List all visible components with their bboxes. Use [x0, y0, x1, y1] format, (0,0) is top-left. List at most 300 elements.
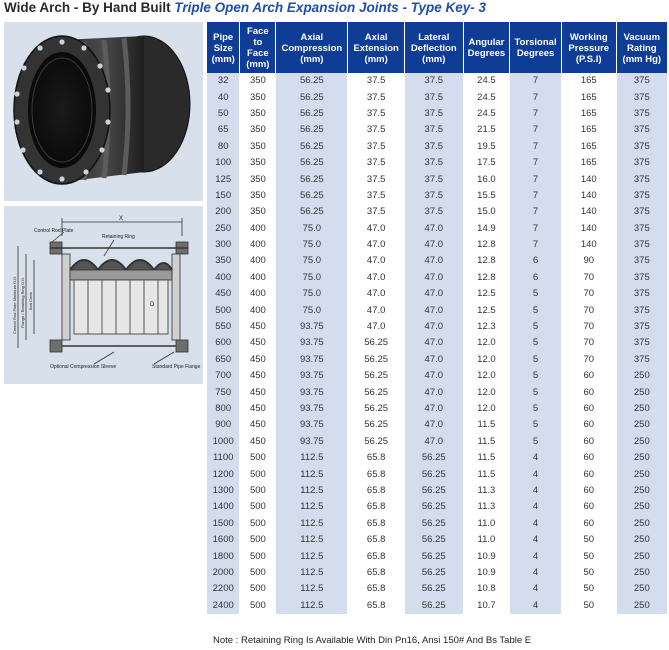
- table-cell: 500: [240, 516, 276, 532]
- table-cell: 17.5: [464, 155, 511, 171]
- table-row: [207, 270, 667, 286]
- table-cell: 2000: [207, 565, 240, 581]
- table-cell: 500: [240, 483, 276, 499]
- table-cell: 56.25: [276, 89, 348, 105]
- table-cell: 70: [562, 335, 617, 351]
- table-cell: 12.0: [464, 384, 511, 400]
- table-cell: 165: [562, 106, 617, 122]
- table-row: [207, 221, 667, 237]
- table-cell: 65.8: [348, 598, 405, 614]
- table-body: [207, 73, 667, 614]
- table-cell: 4: [510, 565, 562, 581]
- table-cell: 4: [510, 581, 562, 597]
- table-cell: 56.25: [276, 106, 348, 122]
- table-cell: 65.8: [348, 483, 405, 499]
- table-cell: 47.0: [405, 319, 464, 335]
- table-cell: 60: [562, 417, 617, 433]
- table-cell: 250: [617, 417, 667, 433]
- table-cell: 75.0: [276, 253, 348, 269]
- table-cell: 250: [617, 483, 667, 499]
- table-row: [207, 122, 667, 138]
- table-cell: 40: [207, 89, 240, 105]
- table-cell: 24.5: [464, 73, 511, 89]
- table-cell: 125: [207, 171, 240, 187]
- table-cell: 12.0: [464, 401, 511, 417]
- table-cell: 70: [562, 352, 617, 368]
- table-cell: 93.75: [276, 384, 348, 400]
- table-cell: 6: [510, 253, 562, 269]
- table-cell: 5: [510, 368, 562, 384]
- technical-diagram: [4, 206, 203, 384]
- table-cell: 375: [617, 73, 667, 89]
- table-cell: 350: [240, 188, 276, 204]
- table-cell: 375: [617, 352, 667, 368]
- table-cell: 750: [207, 384, 240, 400]
- table-cell: 37.5: [348, 73, 405, 89]
- table-cell: 14.9: [464, 221, 511, 237]
- table-cell: 450: [240, 434, 276, 450]
- table-cell: 65.8: [348, 516, 405, 532]
- table-cell: 112.5: [276, 499, 348, 515]
- table-cell: 60: [562, 466, 617, 482]
- table-cell: 56.25: [276, 188, 348, 204]
- table-cell: 500: [240, 499, 276, 515]
- table-cell: 75.0: [276, 286, 348, 302]
- table-row: [207, 155, 667, 171]
- table-row: [207, 548, 667, 564]
- table-cell: 150: [207, 188, 240, 204]
- table-cell: 47.0: [405, 221, 464, 237]
- table-cell: 375: [617, 302, 667, 318]
- table-row: [207, 188, 667, 204]
- table-cell: 5: [510, 434, 562, 450]
- table-row: [207, 434, 667, 450]
- table-cell: 93.75: [276, 417, 348, 433]
- column-header: Vacuum Rating (mm Hg): [617, 22, 667, 73]
- table-cell: 56.25: [405, 532, 464, 548]
- table-cell: 250: [617, 368, 667, 384]
- table-cell: 375: [617, 253, 667, 269]
- table-cell: 800: [207, 401, 240, 417]
- table-cell: 375: [617, 319, 667, 335]
- table-cell: 375: [617, 106, 667, 122]
- table-row: [207, 171, 667, 187]
- table-cell: 65.8: [348, 466, 405, 482]
- table-cell: 4: [510, 499, 562, 515]
- table-cell: 375: [617, 139, 667, 155]
- table-cell: 47.0: [405, 434, 464, 450]
- table-cell: 56.25: [405, 548, 464, 564]
- table-cell: 700: [207, 368, 240, 384]
- table-cell: 375: [617, 122, 667, 138]
- table-cell: 12.8: [464, 237, 511, 253]
- cross-section-drawing: [4, 206, 203, 384]
- table-cell: 4: [510, 548, 562, 564]
- table-cell: 47.0: [348, 270, 405, 286]
- table-cell: 112.5: [276, 581, 348, 597]
- table-cell: 37.5: [405, 89, 464, 105]
- table-cell: 5: [510, 286, 562, 302]
- table-cell: 4: [510, 483, 562, 499]
- table-cell: 47.0: [405, 253, 464, 269]
- table-cell: 1400: [207, 499, 240, 515]
- table-cell: 300: [207, 237, 240, 253]
- table-cell: 47.0: [348, 302, 405, 318]
- title-main: Wide Arch - By Hand Built: [4, 0, 171, 15]
- table-cell: 200: [207, 204, 240, 220]
- table-cell: 2200: [207, 581, 240, 597]
- table-cell: 112.5: [276, 532, 348, 548]
- table-cell: 7: [510, 122, 562, 138]
- table-cell: 56.25: [276, 171, 348, 187]
- table-cell: 250: [617, 499, 667, 515]
- table-cell: 250: [617, 548, 667, 564]
- table-cell: 11.3: [464, 499, 511, 515]
- table-cell: 37.5: [405, 139, 464, 155]
- table-cell: 7: [510, 139, 562, 155]
- table-cell: 12.3: [464, 319, 511, 335]
- table-cell: 112.5: [276, 466, 348, 482]
- table-cell: 112.5: [276, 565, 348, 581]
- table-cell: 70: [562, 319, 617, 335]
- table-cell: 37.5: [405, 106, 464, 122]
- table-cell: 1600: [207, 532, 240, 548]
- table-cell: 400: [240, 286, 276, 302]
- table-cell: 500: [240, 532, 276, 548]
- table-cell: 375: [617, 221, 667, 237]
- table-cell: 90: [562, 253, 617, 269]
- table-cell: 15.5: [464, 188, 511, 204]
- table-cell: 450: [240, 368, 276, 384]
- table-cell: 250: [617, 401, 667, 417]
- table-row: [207, 237, 667, 253]
- table-row: [207, 368, 667, 384]
- table-cell: 56.25: [405, 565, 464, 581]
- table-row: [207, 450, 667, 466]
- table-cell: 250: [617, 565, 667, 581]
- table-cell: 250: [617, 598, 667, 614]
- table-cell: 375: [617, 335, 667, 351]
- table-row: [207, 516, 667, 532]
- table-cell: 37.5: [405, 73, 464, 89]
- table-cell: 450: [207, 286, 240, 302]
- table-cell: 93.75: [276, 352, 348, 368]
- column-header: Working Pressure (P.S.I): [562, 22, 617, 73]
- label-optional-sleeve: Optional Compression Sleeve: [50, 364, 117, 370]
- table-cell: 5: [510, 335, 562, 351]
- table-cell: 4: [510, 466, 562, 482]
- label-x: X: [119, 216, 124, 222]
- table-cell: 56.25: [405, 499, 464, 515]
- table-cell: 12.0: [464, 335, 511, 351]
- column-header: Angular Degrees: [464, 22, 511, 73]
- table-row: [207, 417, 667, 433]
- table-cell: 50: [562, 581, 617, 597]
- table-cell: 47.0: [405, 368, 464, 384]
- table-cell: 65.8: [348, 499, 405, 515]
- table-cell: 93.75: [276, 434, 348, 450]
- title-sub: Triple Open Arch Expansion Joints - Type Key- 3: [174, 0, 486, 15]
- table-cell: 56.25: [348, 417, 405, 433]
- table-cell: 1200: [207, 466, 240, 482]
- table-cell: 65: [207, 122, 240, 138]
- table-cell: 4: [510, 516, 562, 532]
- table-cell: 450: [240, 335, 276, 351]
- table-cell: 1000: [207, 434, 240, 450]
- table-cell: 50: [562, 548, 617, 564]
- table-cell: 500: [240, 581, 276, 597]
- table-cell: 7: [510, 171, 562, 187]
- table-cell: 70: [562, 286, 617, 302]
- table-cell: 165: [562, 73, 617, 89]
- label-side-2: Flange / Retaining Ring O.D.: [20, 276, 25, 328]
- table-row: [207, 532, 667, 548]
- table-cell: 60: [562, 384, 617, 400]
- table-cell: 650: [207, 352, 240, 368]
- table-cell: 47.0: [405, 352, 464, 368]
- table-cell: 56.25: [348, 401, 405, 417]
- table-cell: 500: [240, 548, 276, 564]
- table-cell: 37.5: [348, 139, 405, 155]
- table-cell: 250: [617, 384, 667, 400]
- table-cell: 65.8: [348, 581, 405, 597]
- table-row: [207, 466, 667, 482]
- table-row: [207, 106, 667, 122]
- column-header: Axial Extension (mm): [348, 22, 405, 73]
- table-cell: 60: [562, 483, 617, 499]
- table-cell: 12.8: [464, 270, 511, 286]
- table-cell: 4: [510, 532, 562, 548]
- table-cell: 375: [617, 204, 667, 220]
- table-cell: 75.0: [276, 237, 348, 253]
- table-cell: 400: [207, 270, 240, 286]
- table-cell: 400: [240, 270, 276, 286]
- table-cell: 450: [240, 417, 276, 433]
- table-cell: 375: [617, 89, 667, 105]
- table-cell: 1100: [207, 450, 240, 466]
- table-cell: 500: [240, 565, 276, 581]
- label-control-rod-plate: Control Rod Plate: [34, 228, 74, 234]
- table-cell: 500: [240, 450, 276, 466]
- table-cell: 75.0: [276, 270, 348, 286]
- table-cell: 7: [510, 188, 562, 204]
- column-header: Face to Face (mm): [240, 22, 276, 73]
- label-retaining-ring: Retaining Ring: [102, 234, 135, 240]
- table-row: [207, 253, 667, 269]
- label-d: D: [150, 302, 155, 308]
- table-cell: 37.5: [405, 171, 464, 187]
- table-cell: 56.25: [348, 335, 405, 351]
- table-cell: 450: [240, 384, 276, 400]
- table-cell: 19.5: [464, 139, 511, 155]
- table-row: [207, 352, 667, 368]
- table-cell: 47.0: [348, 286, 405, 302]
- table-row: [207, 286, 667, 302]
- table-cell: 24.5: [464, 89, 511, 105]
- table-cell: 15.0: [464, 204, 511, 220]
- table-cell: 75.0: [276, 302, 348, 318]
- table-cell: 140: [562, 204, 617, 220]
- table-cell: 350: [240, 73, 276, 89]
- table-cell: 112.5: [276, 516, 348, 532]
- table-row: [207, 319, 667, 335]
- table-cell: 112.5: [276, 483, 348, 499]
- table-cell: 93.75: [276, 335, 348, 351]
- table-cell: 47.0: [348, 237, 405, 253]
- table-cell: 250: [617, 581, 667, 597]
- table-cell: 37.5: [348, 155, 405, 171]
- expansion-joint-image: [4, 22, 203, 201]
- table-cell: 4: [510, 598, 562, 614]
- table-cell: 250: [617, 466, 667, 482]
- footnote: Note : Retaining Ring Is Available With Din Pn16, Ansi 150# And Bs Table E: [213, 635, 532, 646]
- table-cell: 11.5: [464, 466, 511, 482]
- table-cell: 600: [207, 335, 240, 351]
- table-cell: 375: [617, 286, 667, 302]
- table-cell: 37.5: [405, 155, 464, 171]
- table-cell: 80: [207, 139, 240, 155]
- table-cell: 56.25: [348, 384, 405, 400]
- specifications-table: [207, 22, 667, 614]
- table-cell: 37.5: [348, 171, 405, 187]
- table-cell: 10.8: [464, 581, 511, 597]
- table-cell: 93.75: [276, 368, 348, 384]
- table-cell: 65.8: [348, 450, 405, 466]
- table-row: [207, 73, 667, 89]
- table-cell: 375: [617, 171, 667, 187]
- table-row: [207, 499, 667, 515]
- table-cell: 21.5: [464, 122, 511, 138]
- table-cell: 60: [562, 368, 617, 384]
- table-cell: 11.0: [464, 532, 511, 548]
- table-cell: 350: [240, 204, 276, 220]
- table-cell: 350: [240, 122, 276, 138]
- table-cell: 60: [562, 401, 617, 417]
- table-cell: 37.5: [348, 89, 405, 105]
- table-cell: 47.0: [348, 319, 405, 335]
- table-cell: 5: [510, 417, 562, 433]
- table-cell: 56.25: [276, 122, 348, 138]
- table-cell: 1800: [207, 548, 240, 564]
- table-cell: 375: [617, 188, 667, 204]
- table-cell: 37.5: [348, 188, 405, 204]
- table-cell: 50: [562, 565, 617, 581]
- table-cell: 165: [562, 122, 617, 138]
- table-cell: 165: [562, 139, 617, 155]
- table-cell: 7: [510, 89, 562, 105]
- table-cell: 60: [562, 434, 617, 450]
- table-cell: 112.5: [276, 598, 348, 614]
- table-cell: 12.5: [464, 286, 511, 302]
- table-cell: 375: [617, 237, 667, 253]
- table-cell: 165: [562, 155, 617, 171]
- table-cell: 47.0: [405, 270, 464, 286]
- table-cell: 500: [207, 302, 240, 318]
- table-cell: 12.0: [464, 368, 511, 384]
- column-header: Lateral Deflection (mm): [405, 22, 464, 73]
- table-cell: 400: [240, 237, 276, 253]
- table-cell: 65.8: [348, 532, 405, 548]
- table-cell: 1500: [207, 516, 240, 532]
- table-cell: 50: [562, 532, 617, 548]
- table-cell: 400: [240, 253, 276, 269]
- table-cell: 450: [240, 401, 276, 417]
- table-cell: 375: [617, 270, 667, 286]
- table-cell: 47.0: [405, 335, 464, 351]
- table-cell: 400: [240, 302, 276, 318]
- table-cell: 140: [562, 171, 617, 187]
- table-cell: 12.0: [464, 352, 511, 368]
- table-cell: 12.8: [464, 253, 511, 269]
- table-cell: 900: [207, 417, 240, 433]
- table-cell: 1300: [207, 483, 240, 499]
- table-cell: 100: [207, 155, 240, 171]
- table-cell: 6: [510, 270, 562, 286]
- table-cell: 112.5: [276, 548, 348, 564]
- label-standard-flange: Standard Pipe Flange: [152, 364, 201, 370]
- table-row: [207, 401, 667, 417]
- table-cell: 37.5: [405, 204, 464, 220]
- table-cell: 10.9: [464, 565, 511, 581]
- table-cell: 12.5: [464, 302, 511, 318]
- table-cell: 56.25: [405, 516, 464, 532]
- table-cell: 56.25: [405, 450, 464, 466]
- table-cell: 32: [207, 73, 240, 89]
- table-cell: 5: [510, 352, 562, 368]
- label-side-3: Bolt Circle: [28, 291, 33, 310]
- table-cell: 60: [562, 499, 617, 515]
- table-cell: 5: [510, 319, 562, 335]
- column-header: Torsional Degrees: [510, 22, 562, 73]
- table-cell: 11.3: [464, 483, 511, 499]
- product-photo: [4, 22, 203, 201]
- table-row: [207, 565, 667, 581]
- table-cell: 93.75: [276, 319, 348, 335]
- table-cell: 7: [510, 73, 562, 89]
- table-cell: 250: [617, 516, 667, 532]
- table-cell: 140: [562, 188, 617, 204]
- table-cell: 70: [562, 302, 617, 318]
- table-cell: 400: [240, 221, 276, 237]
- table-cell: 47.0: [405, 417, 464, 433]
- table-cell: 65.8: [348, 548, 405, 564]
- table-cell: 56.25: [276, 73, 348, 89]
- table-cell: 65.8: [348, 565, 405, 581]
- label-side-1: Control Rod Plate Minimum O.D.: [12, 275, 17, 334]
- table-cell: 37.5: [348, 204, 405, 220]
- table-cell: 550: [207, 319, 240, 335]
- table-cell: 50: [562, 598, 617, 614]
- table-cell: 112.5: [276, 450, 348, 466]
- table-cell: 50: [207, 106, 240, 122]
- table-cell: 93.75: [276, 401, 348, 417]
- table-cell: 16.0: [464, 171, 511, 187]
- table-cell: 56.25: [405, 483, 464, 499]
- table-cell: 140: [562, 221, 617, 237]
- table-cell: 350: [240, 89, 276, 105]
- table-cell: 75.0: [276, 221, 348, 237]
- table-cell: 47.0: [348, 221, 405, 237]
- table-cell: 70: [562, 270, 617, 286]
- table-cell: 47.0: [405, 401, 464, 417]
- table-cell: 56.25: [348, 434, 405, 450]
- table-cell: 5: [510, 302, 562, 318]
- table-row: [207, 335, 667, 351]
- table-cell: 56.25: [276, 139, 348, 155]
- table-cell: 165: [562, 89, 617, 105]
- table-cell: 11.5: [464, 434, 511, 450]
- table-cell: 500: [240, 466, 276, 482]
